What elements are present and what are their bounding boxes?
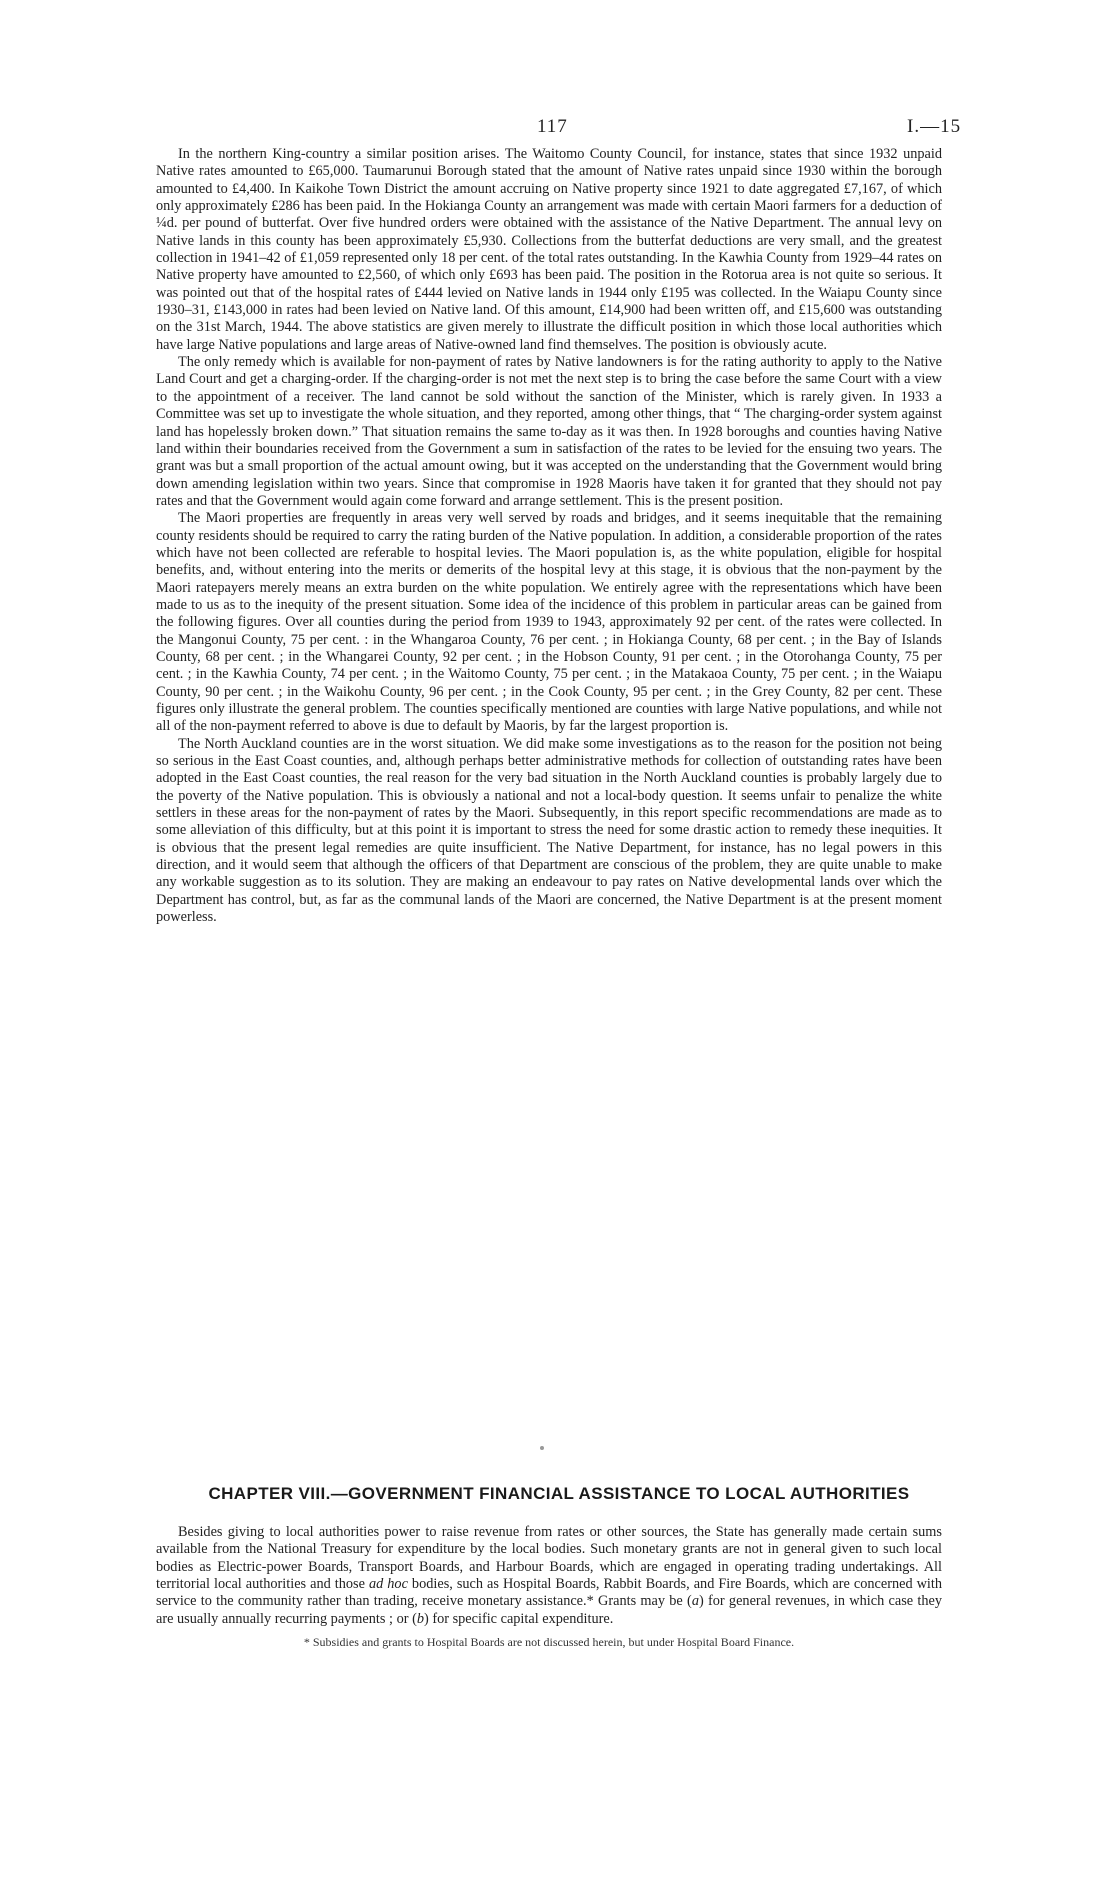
text-segment: ) for general revenues, in which case they are usually annually recurring payments ; or (: [156, 1593, 942, 1627]
page-number: 117: [537, 116, 568, 137]
text-segment: bodies, such as Hospital Boards, Rabbit Boards, and Fire Boards, which are concerned with service to the community rather than trading, receive monetary assistance.* Grants may be (: [156, 1576, 943, 1610]
italic-term: ad hoc: [368, 1576, 408, 1593]
running-head: [0, 116, 1114, 138]
footnote: * Subsidies and grants to Hospital Boards are not discussed herein, but under Hospital Board Finance.: [303, 1635, 795, 1650]
list-marker-a: a: [691, 1593, 699, 1610]
body-text: [156, 146, 942, 926]
section-separator-dot: [540, 1446, 544, 1450]
report-reference: I.—15: [907, 116, 962, 137]
paragraph-state-assistance: [156, 1524, 942, 1628]
chapter-heading: CHAPTER VIII.—GOVERNMENT FINANCIAL ASSISTANCE TO LOCAL AUTHORITIES: [208, 1484, 910, 1503]
text-segment: ) for specific capital expenditure.: [423, 1610, 614, 1627]
paragraph-maori-properties: The Maori properties are frequently in areas very well served by roads and bridges, and it seems inequitable that the remaining county residents should be required to carry the rating burden of the Native population. In addition, a considerable proportion of the rates which have not been collected are referable to hospital levies. The Maori population is, as the white population, eligible for hospital benefits, and, without entering into the merits or demerits of the hospital levy at this stage, it is obvious that the non-payment by the Maori ratepayers merely means an extra burden on the white population. We entirely agree with the representations which have been made to us as to the inequity of the present situation. Some idea of the incidence of this problem in particular areas can be gained from the following figures. Over all counties during the period from 1939 to 1943, approximately 92 per cent. of the rates were collected. In the Mangonui County, 75 per cent. : in the Whangaroa County, 76 per cent. ; in Hokianga County, 68 per cent. ; in the Bay of Islands County, 68 per cent. ; in the Whangarei County, 92 per cent. ; in the Hobson County, 91 per cent. ; in the Otorohanga County, 75 per cent. ; in the Kawhia County, 74 per cent. ; in the Waitomo County, 75 per cent. ; in the Matakaoa County, 75 per cent. ; in the Waiapu County, 90 per cent. ; in the Waikohu County, 96 per cent. ; in the Cook County, 95 per cent. ; in the Grey County, 82 per cent. These figures only illustrate the general problem. The counties specifically mentioned are counties with large Native populations, and while not all of the non-payment referred to above is due to default by Maoris, by far the largest proportion is.: [156, 510, 942, 735]
list-marker-b: b: [416, 1610, 424, 1627]
paragraph-charging-order: The only remedy which is available for non-payment of rates by Native landowners is for the rating authority to apply to the Native Land Court and get a charging-order. If the charging-order is not met the next step is to bring the case before the same Court with a view to the appointment of a receiver. The land cannot be sold without the sanction of the Minister, which is rarely given. In 1933 a Committee was set up to investigate the whole situation, and they reported, among other things, that “ The charging-order system against land has hopelessly broken down.” That situation remains the same to-day as it was then. In 1928 boroughs and counties having Native land within their boundaries received from the Government a sum in satisfaction of the rates to be levied for the ensuing two years. The grant was but a small proportion of the actual amount owing, but it was accepted on the understanding that the Government would bring down amending legislation within two years. Since that compromise in 1928 Maoris have taken it for granted that they should not pay rates and that the Government would again come forward and arrange settlement. This is the present position.: [156, 354, 942, 509]
chapter-heading-block: [156, 1484, 962, 1504]
paragraph-king-country: In the northern King-country a similar position arises. The Waitomo County Council, for instance, states that since 1932 unpaid Native rates amounted to £65,000. Taumarunui Borough stated that the amount of Native rates unpaid since 1930 within the borough amounted to £4,400. In Kaikohe Town District the amount accruing on Native property since 1921 to date aggregated £7,167, of which only approximately £286 has been paid. In the Hokianga County an arrangement was made with certain Maori farmers for a deduction of ¼d. per pound of butterfat. Over five hundred orders were obtained with the assistance of the Native Department. The annual levy on Native lands in this county has been approximately £5,930. Collections from the butterfat deductions are very small, and the greatest collection in 1941–42 of £1,059 represented only 18 per cent. of the total rates outstanding. In the Kawhia County from 1929–44 rates on Native property have amounted to £2,560, of which only £693 has been paid. The position in the Rotorua area is not quite so serious. It was pointed out that of the hospital rates of £444 levied on Native lands in 1944 only £195 was collected. In the Waiapu County since 1930–31, £143,000 in rates had been levied on Native land. Of this amount, £14,900 had been written off, and £15,600 was outstanding on the 31st March, 1944. The above statistics are given merely to illustrate the difficult position in which those local authorities which have large Native populations and large areas of Native-owned land find themselves. The position is obviously acute.: [156, 146, 942, 353]
paragraph-north-auckland: The North Auckland counties are in the worst situation. We did make some investigations as to the reason for the position not being so serious in the East Coast counties, and, although perhaps better administrative methods for collection of outstanding rates have been adopted in the East Coast counties, the real reason for the very bad situation in the North Auckland counties is probably largely due to the poverty of the Native population. This is obviously a national and not a local-body question. It seems unfair to penalize the white settlers in these areas for the non-payment of rates by the Maori. Subsequently, in this report specific recommendations are made as to some alleviation of this difficulty, but at this point it is important to stress the need for some drastic action to remedy these inequities. It is obvious that the present legal remedies are quite insufficient. The Native Department, for instance, has no legal powers in this direction, and it would seem that although the officers of that Department are conscious of the problem, they are quite unable to make any workable suggestion as to its solution. They are making an endeavour to pay rates on Native developmental lands over which the Department has control, but, as far as the communal lands of the Maori are concerned, the Native Department is at the present moment powerless.: [156, 735, 942, 926]
chapter-body: [156, 1524, 942, 1650]
text-segment: Besides giving to local authorities power to raise revenue from rates or other sources, the State has generally made certain sums available from the National Treasury for expenditure by the local bodies. Such monetary grants are not in general given to such local bodies as Electric-power Boards, Transport Boards, and Harbour Boards, which are engaged in operating trading undertakings. All territorial local authorities and those: [156, 1524, 942, 1593]
